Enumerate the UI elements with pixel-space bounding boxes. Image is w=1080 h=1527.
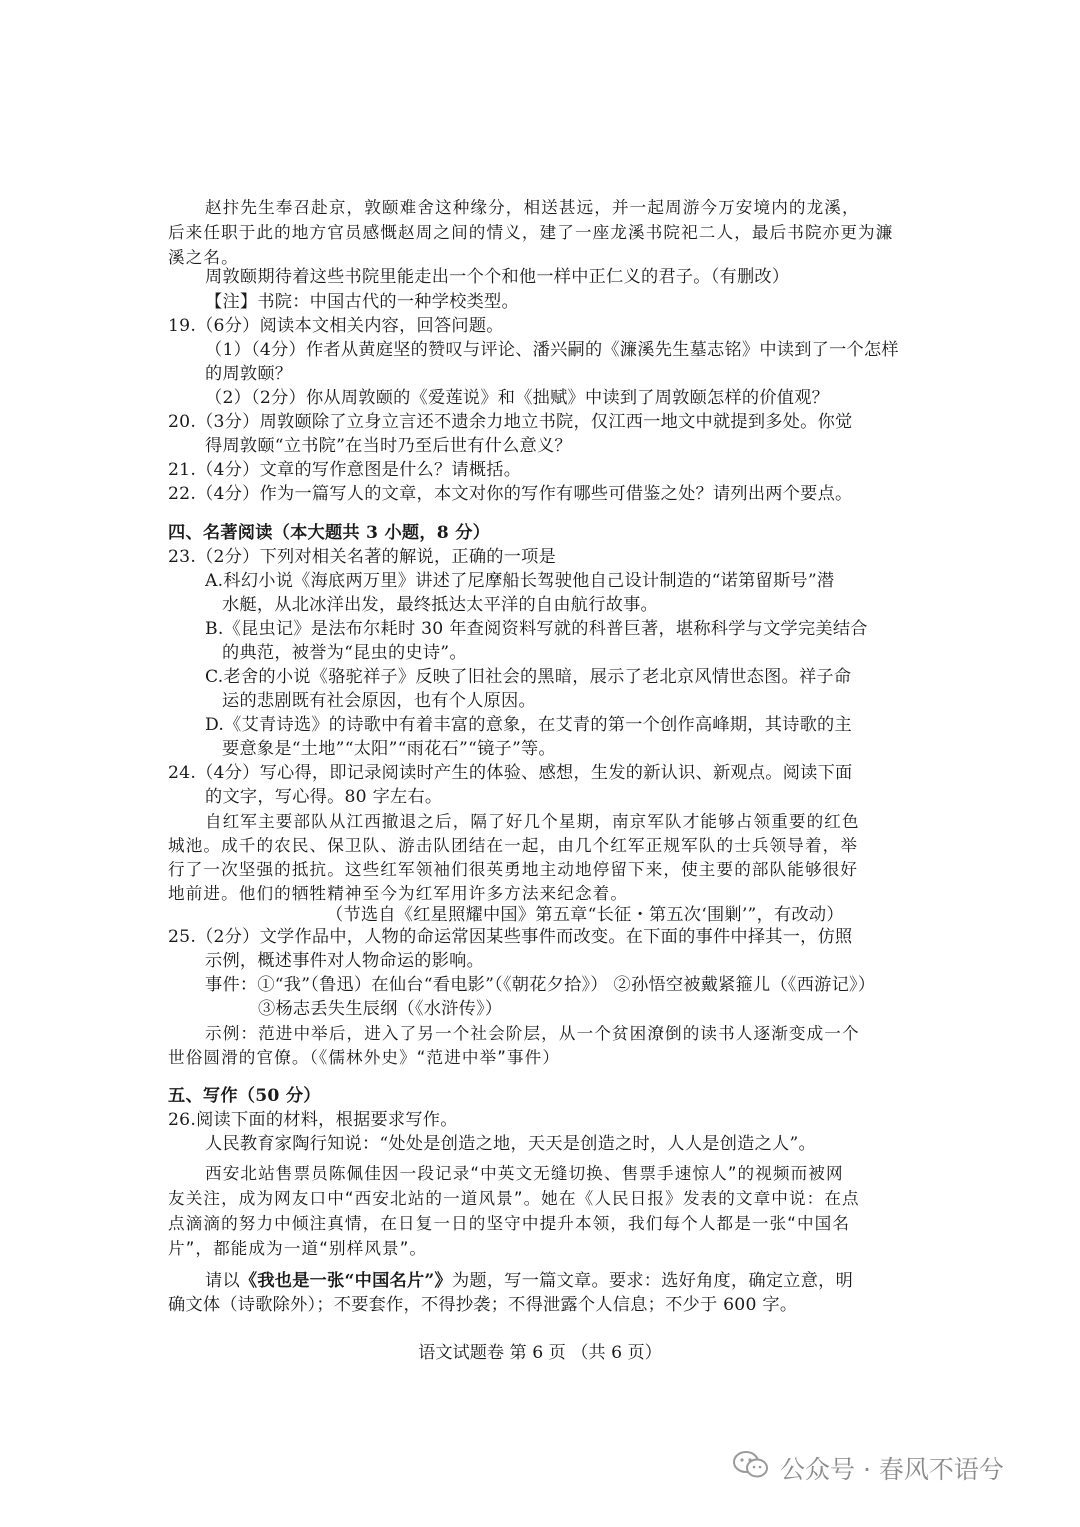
option-d: D.《艾青诗选》的诗歌中有着丰富的意象，在艾青的第一个创作高峰期，其诗歌的主: [205, 715, 852, 735]
material-quote: 人民教育家陶行知说：“处处是创造之地，天天是创造之时，人人是创造之人”。: [205, 1134, 816, 1154]
option-b-cont: 的典范，被誉为“昆虫的史诗”。: [222, 643, 467, 663]
question-20-cont: 得周敦颐“立书院”在当时乃至后世有什么意义？: [205, 436, 572, 456]
question-22: 22.（4分）作为一篇写人的文章，本文对你的写作有哪些可借鉴之处？请列出两个要点。: [168, 484, 853, 504]
option-c: C.老舍的小说《骆驼祥子》反映了旧社会的黑暗，展示了老北京风情世态图。祥子命: [205, 667, 852, 687]
quote-line: 自红军主要部队从江西撤退之后，隔了好几个星期，南京军队才能够占领重要的红色: [205, 812, 860, 831]
quote-line: 城池。成千的农民、保卫队、游击队团结在一起，由几个红军正规军队的士兵领导着，举: [168, 836, 859, 855]
question-19: 19.（6分）阅读本文相关内容，回答问题。: [168, 316, 504, 336]
question-19-sub1: （1）（4分）作者从黄庭坚的赞叹与评论、潘兴嗣的《濂溪先生墓志铭》中读到了一个怎样: [205, 340, 899, 360]
wechat-icon: [732, 1449, 780, 1487]
question-19-sub1-cont: 的周敦颐？: [205, 364, 293, 384]
option-a: A.科幻小说《海底两万里》讲述了尼摩船长驾驶他自己设计制造的“诺第留斯号”潜: [205, 571, 835, 591]
example-line: 示例：范进中举后，进入了另一个社会阶层，从一个贫困潦倒的读书人逐渐变成一个: [205, 1024, 860, 1043]
option-b: B.《昆虫记》是法布尔耗时 30 年查阅资料写就的科普巨著，堪称科学与文学完美结合: [205, 619, 868, 639]
question-26: 26.阅读下面的材料，根据要求写作。: [168, 1110, 458, 1130]
events-line: ③杨志丢失生辰纲（《水浒传》）: [258, 999, 503, 1019]
page-footer: 语文试题卷 第 6 页 （共 6 页）: [418, 1343, 662, 1363]
writing-requirement-cont: 确文体（诗歌除外）；不要套作，不得抄袭；不得泄露个人信息；不少于 600 字。: [168, 1295, 798, 1315]
question-21: 21.（4分）文章的写作意图是什么？请概括。: [168, 460, 522, 480]
section-4-title: 四、名著阅读（本大题共 3 小题，8 分）: [168, 523, 491, 543]
writing-requirement: [205, 1268, 853, 1295]
example-line: 世俗圆滑的官僚。（《儒林外史》“范进中举”事件）: [168, 1048, 561, 1067]
question-23: 23.（2分）下列对相关名著的解说，正确的一项是: [168, 547, 557, 567]
requirement-prefix: 请以: [205, 1271, 240, 1291]
passage-line: 后来任职于此的地方官员感慨赵周之间的情义，建了一座龙溪书院祀二人，最后书院亦更为濂: [168, 223, 894, 242]
material-line: 片”，都能成为一道“别样风景”。: [168, 1239, 428, 1258]
material-line: 点滴滴的努力中倾注真情，在日复一日的坚守中提升本领，我们每个人都是一张“中国名: [168, 1214, 851, 1233]
option-c-cont: 运的悲剧既有社会原因，也有个人原因。: [222, 691, 536, 711]
question-25: 25.（2分）文学作品中，人物的命运常因某些事件而改变。在下面的事件中择其一，仿照: [168, 927, 853, 947]
question-20: 20.（3分）周敦颐除了立身立言还不遗余力地立书院，仅江西一地文中就提到多处。你觉: [168, 412, 853, 432]
passage-line: 溪之名。: [168, 248, 239, 267]
question-24-cont: 的文字，写心得。80 字左右。: [205, 787, 443, 807]
quote-source: （节选自《红星照耀中国》第五章“长征・第五次‘围剿’”，有改动）: [326, 905, 844, 925]
question-19-sub2: （2）（2分）你从周敦颐的《爱莲说》和《拙赋》中读到了周敦颐怎样的价值观？: [205, 388, 830, 408]
watermark: [732, 1448, 1004, 1488]
question-24: 24.（4分）写心得，即记录阅读时产生的体验、感想，生发的新认识、新观点。阅读下面: [168, 763, 853, 783]
essay-title: 《我也是一张“中国名片”》: [239, 1271, 452, 1291]
watermark-text: 公众号 · 春风不语兮: [780, 1455, 1004, 1484]
section-5-title: 五、写作（50 分）: [168, 1086, 321, 1106]
passage-note: 【注】书院：中国古代的一种学校类型。: [205, 292, 519, 312]
passage-line: 周敦颐期待着这些书院里能走出一个个和他一样中正仁义的君子。（有删改）: [205, 267, 790, 287]
option-d-cont: 要意象是“土地”“太阳”“雨花石”“镜子”等。: [222, 739, 556, 759]
requirement-text: 为题，写一篇文章。要求：选好角度，确定立意，明: [451, 1271, 854, 1291]
option-a-cont: 水艇，从北冰洋出发，最终抵达太平洋的自由航行故事。: [222, 595, 658, 615]
question-25-cont: 示例，概述事件对人物命运的影响。: [205, 951, 485, 971]
passage-line: 赵抃先生奉召赴京，敦颐难舍这种缘分，相送甚远，并一起周游今万安境内的龙溪，: [205, 198, 860, 217]
quote-line: 行了一次坚强的抵抗。这些红军领袖们很英勇地主动地停留下来，使主要的部队能够很好: [168, 860, 859, 879]
events-line: 事件：①“我”（鲁迅）在仙台“看电影”（《朝花夕拾》） ②孙悟空被戴紧箍儿（《西游记》）: [205, 975, 876, 995]
material-line: 西安北站售票员陈佩佳因一段记录“中英文无缝切换、售票手速惊人”的视频而被网: [205, 1164, 844, 1183]
material-line: 友关注，成为网友口中“西安北站的一道风景”。她在《人民日报》发表的文章中说：在点: [168, 1189, 860, 1208]
quote-line: 地前进。他们的牺牲精神至今为红军用许多方法来纪念着。: [168, 884, 629, 903]
